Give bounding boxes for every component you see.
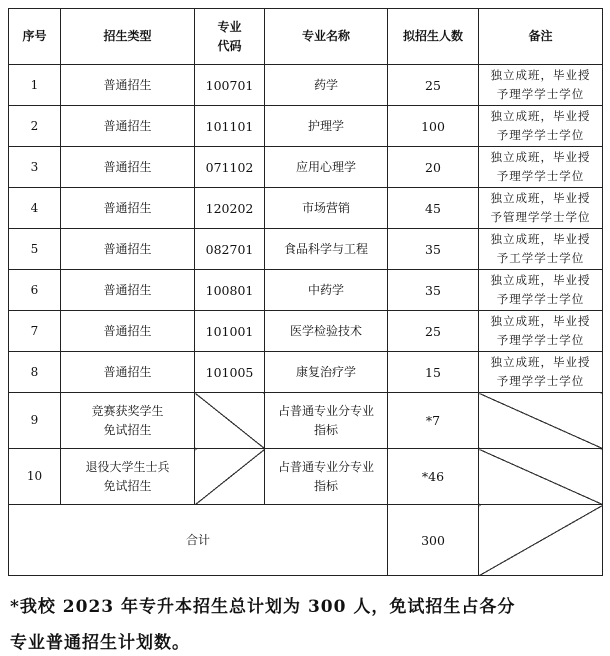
cell-type xyxy=(61,449,195,505)
remark-line1: 独立成班，毕业授 xyxy=(490,273,591,287)
cell-remark xyxy=(479,229,603,270)
name-line1: 占普通专业分专业 xyxy=(277,403,374,418)
cell-type: 普通招生 xyxy=(61,188,195,229)
cell-name: 护理学 xyxy=(265,106,388,147)
table-row xyxy=(9,65,603,106)
cell-code: 082701 xyxy=(195,229,265,270)
remark-line1: 独立成班，毕业授 xyxy=(490,314,591,328)
footnote-line2: 专业普通招生计划数。 xyxy=(10,633,190,653)
remark-line2: 予管理学学士学位 xyxy=(490,210,591,224)
header-code xyxy=(195,9,265,65)
cell-remark xyxy=(479,311,603,352)
type-line1: 竞赛获奖学生 xyxy=(91,403,164,418)
cell-type: 普通招生 xyxy=(61,106,195,147)
cell-code-empty xyxy=(195,449,265,505)
remark-line2: 予理学学士学位 xyxy=(496,87,585,101)
cell-type: 普通招生 xyxy=(61,65,195,106)
cell-type: 普通招生 xyxy=(61,352,195,393)
cell-index: 2 xyxy=(9,106,61,147)
cell-count: *7 xyxy=(388,393,479,449)
remark-line2: 予理学学士学位 xyxy=(496,128,585,142)
type-line1: 退役大学生士兵 xyxy=(85,459,170,474)
table-row xyxy=(9,229,603,270)
cell-remark xyxy=(479,188,603,229)
remark-line1: 独立成班，毕业授 xyxy=(490,191,591,205)
cell-name xyxy=(265,449,388,505)
total-remark-empty xyxy=(479,505,603,576)
cell-name: 药学 xyxy=(265,65,388,106)
footnote-line1: *我校 2023 年专升本招生总计划为 300 人，免试招生占各分 xyxy=(10,597,516,617)
header-remark: 备注 xyxy=(479,9,603,65)
cell-code: 101101 xyxy=(195,106,265,147)
cell-remark xyxy=(479,106,603,147)
table-row xyxy=(9,311,603,352)
cell-name: 市场营销 xyxy=(265,188,388,229)
name-line2: 指标 xyxy=(313,478,338,493)
cell-name: 中药学 xyxy=(265,270,388,311)
cell-type: 普通招生 xyxy=(61,311,195,352)
remark-line2: 予理学学士学位 xyxy=(496,292,585,306)
cell-index: 3 xyxy=(9,147,61,188)
table-row xyxy=(9,270,603,311)
cell-code: 120202 xyxy=(195,188,265,229)
cell-name xyxy=(265,393,388,449)
cell-code: 100701 xyxy=(195,65,265,106)
cell-remark xyxy=(479,270,603,311)
cell-type: 普通招生 xyxy=(61,147,195,188)
remark-line1: 独立成班，毕业授 xyxy=(490,232,591,246)
cell-count: 25 xyxy=(388,311,479,352)
enrollment-plan-table xyxy=(8,8,603,576)
cell-index: 1 xyxy=(9,65,61,106)
remark-line2: 予理学学士学位 xyxy=(496,374,585,388)
cell-index: 10 xyxy=(9,449,61,505)
header-code-line1: 专业 xyxy=(217,19,242,34)
remark-line1: 独立成班，毕业授 xyxy=(490,355,591,369)
type-line2: 免试招生 xyxy=(103,422,152,437)
total-count: 300 xyxy=(388,505,479,576)
remark-line2: 予工学学士学位 xyxy=(496,251,585,265)
cell-count: 25 xyxy=(388,65,479,106)
type-line2: 免试招生 xyxy=(103,478,152,493)
header-index: 序号 xyxy=(9,9,61,65)
cell-count: *46 xyxy=(388,449,479,505)
cell-index: 9 xyxy=(9,393,61,449)
name-line2: 指标 xyxy=(313,422,338,437)
cell-index: 8 xyxy=(9,352,61,393)
cell-type xyxy=(61,393,195,449)
cell-code-empty xyxy=(195,393,265,449)
remark-line1: 独立成班，毕业授 xyxy=(490,109,591,123)
cell-index: 4 xyxy=(9,188,61,229)
total-label: 合计 xyxy=(9,505,388,576)
cell-name: 应用心理学 xyxy=(265,147,388,188)
cell-count: 20 xyxy=(388,147,479,188)
table-row xyxy=(9,147,603,188)
cell-count: 35 xyxy=(388,270,479,311)
cell-code: 100801 xyxy=(195,270,265,311)
table-row-special xyxy=(9,449,603,505)
remark-line2: 予理学学士学位 xyxy=(496,333,585,347)
name-line1: 占普通专业分专业 xyxy=(277,459,374,474)
cell-count: 45 xyxy=(388,188,479,229)
cell-count: 100 xyxy=(388,106,479,147)
cell-code: 071102 xyxy=(195,147,265,188)
header-type: 招生类型 xyxy=(61,9,195,65)
table-row xyxy=(9,188,603,229)
total-row xyxy=(9,505,603,576)
cell-type: 普通招生 xyxy=(61,229,195,270)
cell-count: 35 xyxy=(388,229,479,270)
header-count: 拟招生人数 xyxy=(388,9,479,65)
cell-name: 康复治疗学 xyxy=(265,352,388,393)
remark-line1: 独立成班，毕业授 xyxy=(490,68,591,82)
table-row xyxy=(9,352,603,393)
cell-name: 医学检验技术 xyxy=(265,311,388,352)
cell-remark xyxy=(479,65,603,106)
cell-type: 普通招生 xyxy=(61,270,195,311)
cell-remark-empty xyxy=(479,393,603,449)
cell-index: 7 xyxy=(9,311,61,352)
remark-line1: 独立成班，毕业授 xyxy=(490,150,591,164)
cell-name: 食品科学与工程 xyxy=(265,229,388,270)
table-row xyxy=(9,106,603,147)
cell-remark xyxy=(479,352,603,393)
remark-line2: 予理学学士学位 xyxy=(496,169,585,183)
table-row-special xyxy=(9,393,603,449)
cell-code: 101001 xyxy=(195,311,265,352)
cell-code: 101005 xyxy=(195,352,265,393)
cell-remark xyxy=(479,147,603,188)
cell-index: 5 xyxy=(9,229,61,270)
header-row xyxy=(9,9,603,65)
cell-count: 15 xyxy=(388,352,479,393)
header-name: 专业名称 xyxy=(265,9,388,65)
header-code-line2: 代码 xyxy=(217,38,242,53)
cell-remark-empty xyxy=(479,449,603,505)
cell-index: 6 xyxy=(9,270,61,311)
